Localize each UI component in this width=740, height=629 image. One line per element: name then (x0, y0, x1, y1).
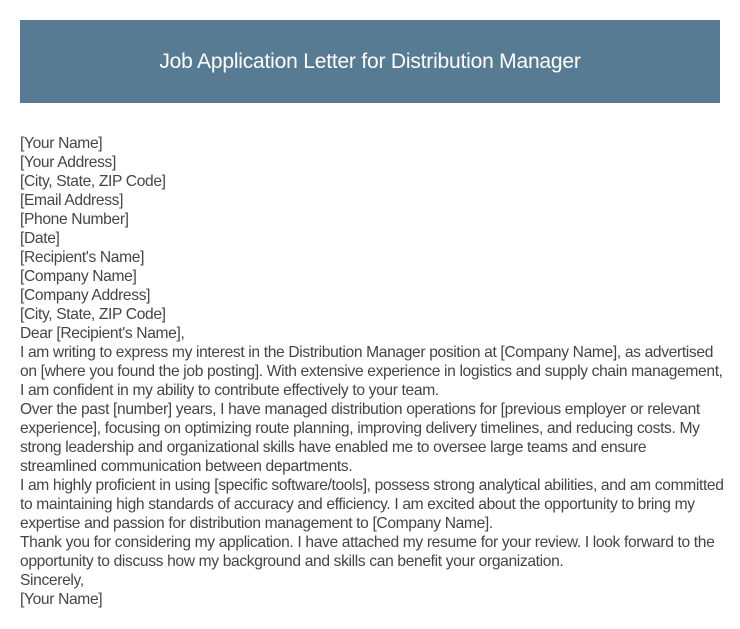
paragraph-intro: I am writing to express my interest in the Distribution Manager position at [Company Name], as advertised on [where you found the job posting]. With extensive experience in logistics and supply chain management, I am confident in my ability to contribute effectively to your team. (20, 344, 723, 399)
sender-phone: [Phone Number] (20, 211, 129, 228)
signature: [Your Name] (20, 591, 103, 608)
paragraph-skills: I am highly proficient in using [specific software/tools], possess strong analytical abilities, and am committed to maintaining high standards of accuracy and efficiency. I am excited about the opportunity to bring my expertise and passion for distribution management to [Company Name]. (20, 477, 724, 532)
recipient-name: [Recipient's Name] (20, 249, 145, 266)
recipient-address: [Company Address] (20, 287, 151, 304)
sender-email: [Email Address] (20, 192, 124, 209)
letter-body (20, 134, 725, 609)
title-banner (20, 20, 720, 103)
sender-name: [Your Name] (20, 135, 103, 152)
salutation: Dear [Recipient's Name], (20, 325, 185, 342)
paragraph-experience: Over the past [number] years, I have managed distribution operations for [previous employer or relevant experience], focusing on optimizing route planning, improving delivery timelines, and reducing costs. My strong leadership and organizational skills have enabled me to oversee large teams and ensure streamlined communication between departments. (20, 401, 700, 475)
page-title: Job Application Letter for Distribution Manager (159, 49, 581, 73)
paragraph-closing: Thank you for considering my application. I have attached my resume for your review. I look forward to the opportunity to discuss how my background and skills can benefit your organization. (20, 534, 715, 570)
recipient-company: [Company Name] (20, 268, 137, 285)
sender-address: [Your Address] (20, 154, 116, 171)
closing: Sincerely, (20, 572, 84, 589)
recipient-city: [City, State, ZIP Code] (20, 306, 166, 323)
letter-date: [Date] (20, 230, 60, 247)
sender-city: [City, State, ZIP Code] (20, 173, 166, 190)
